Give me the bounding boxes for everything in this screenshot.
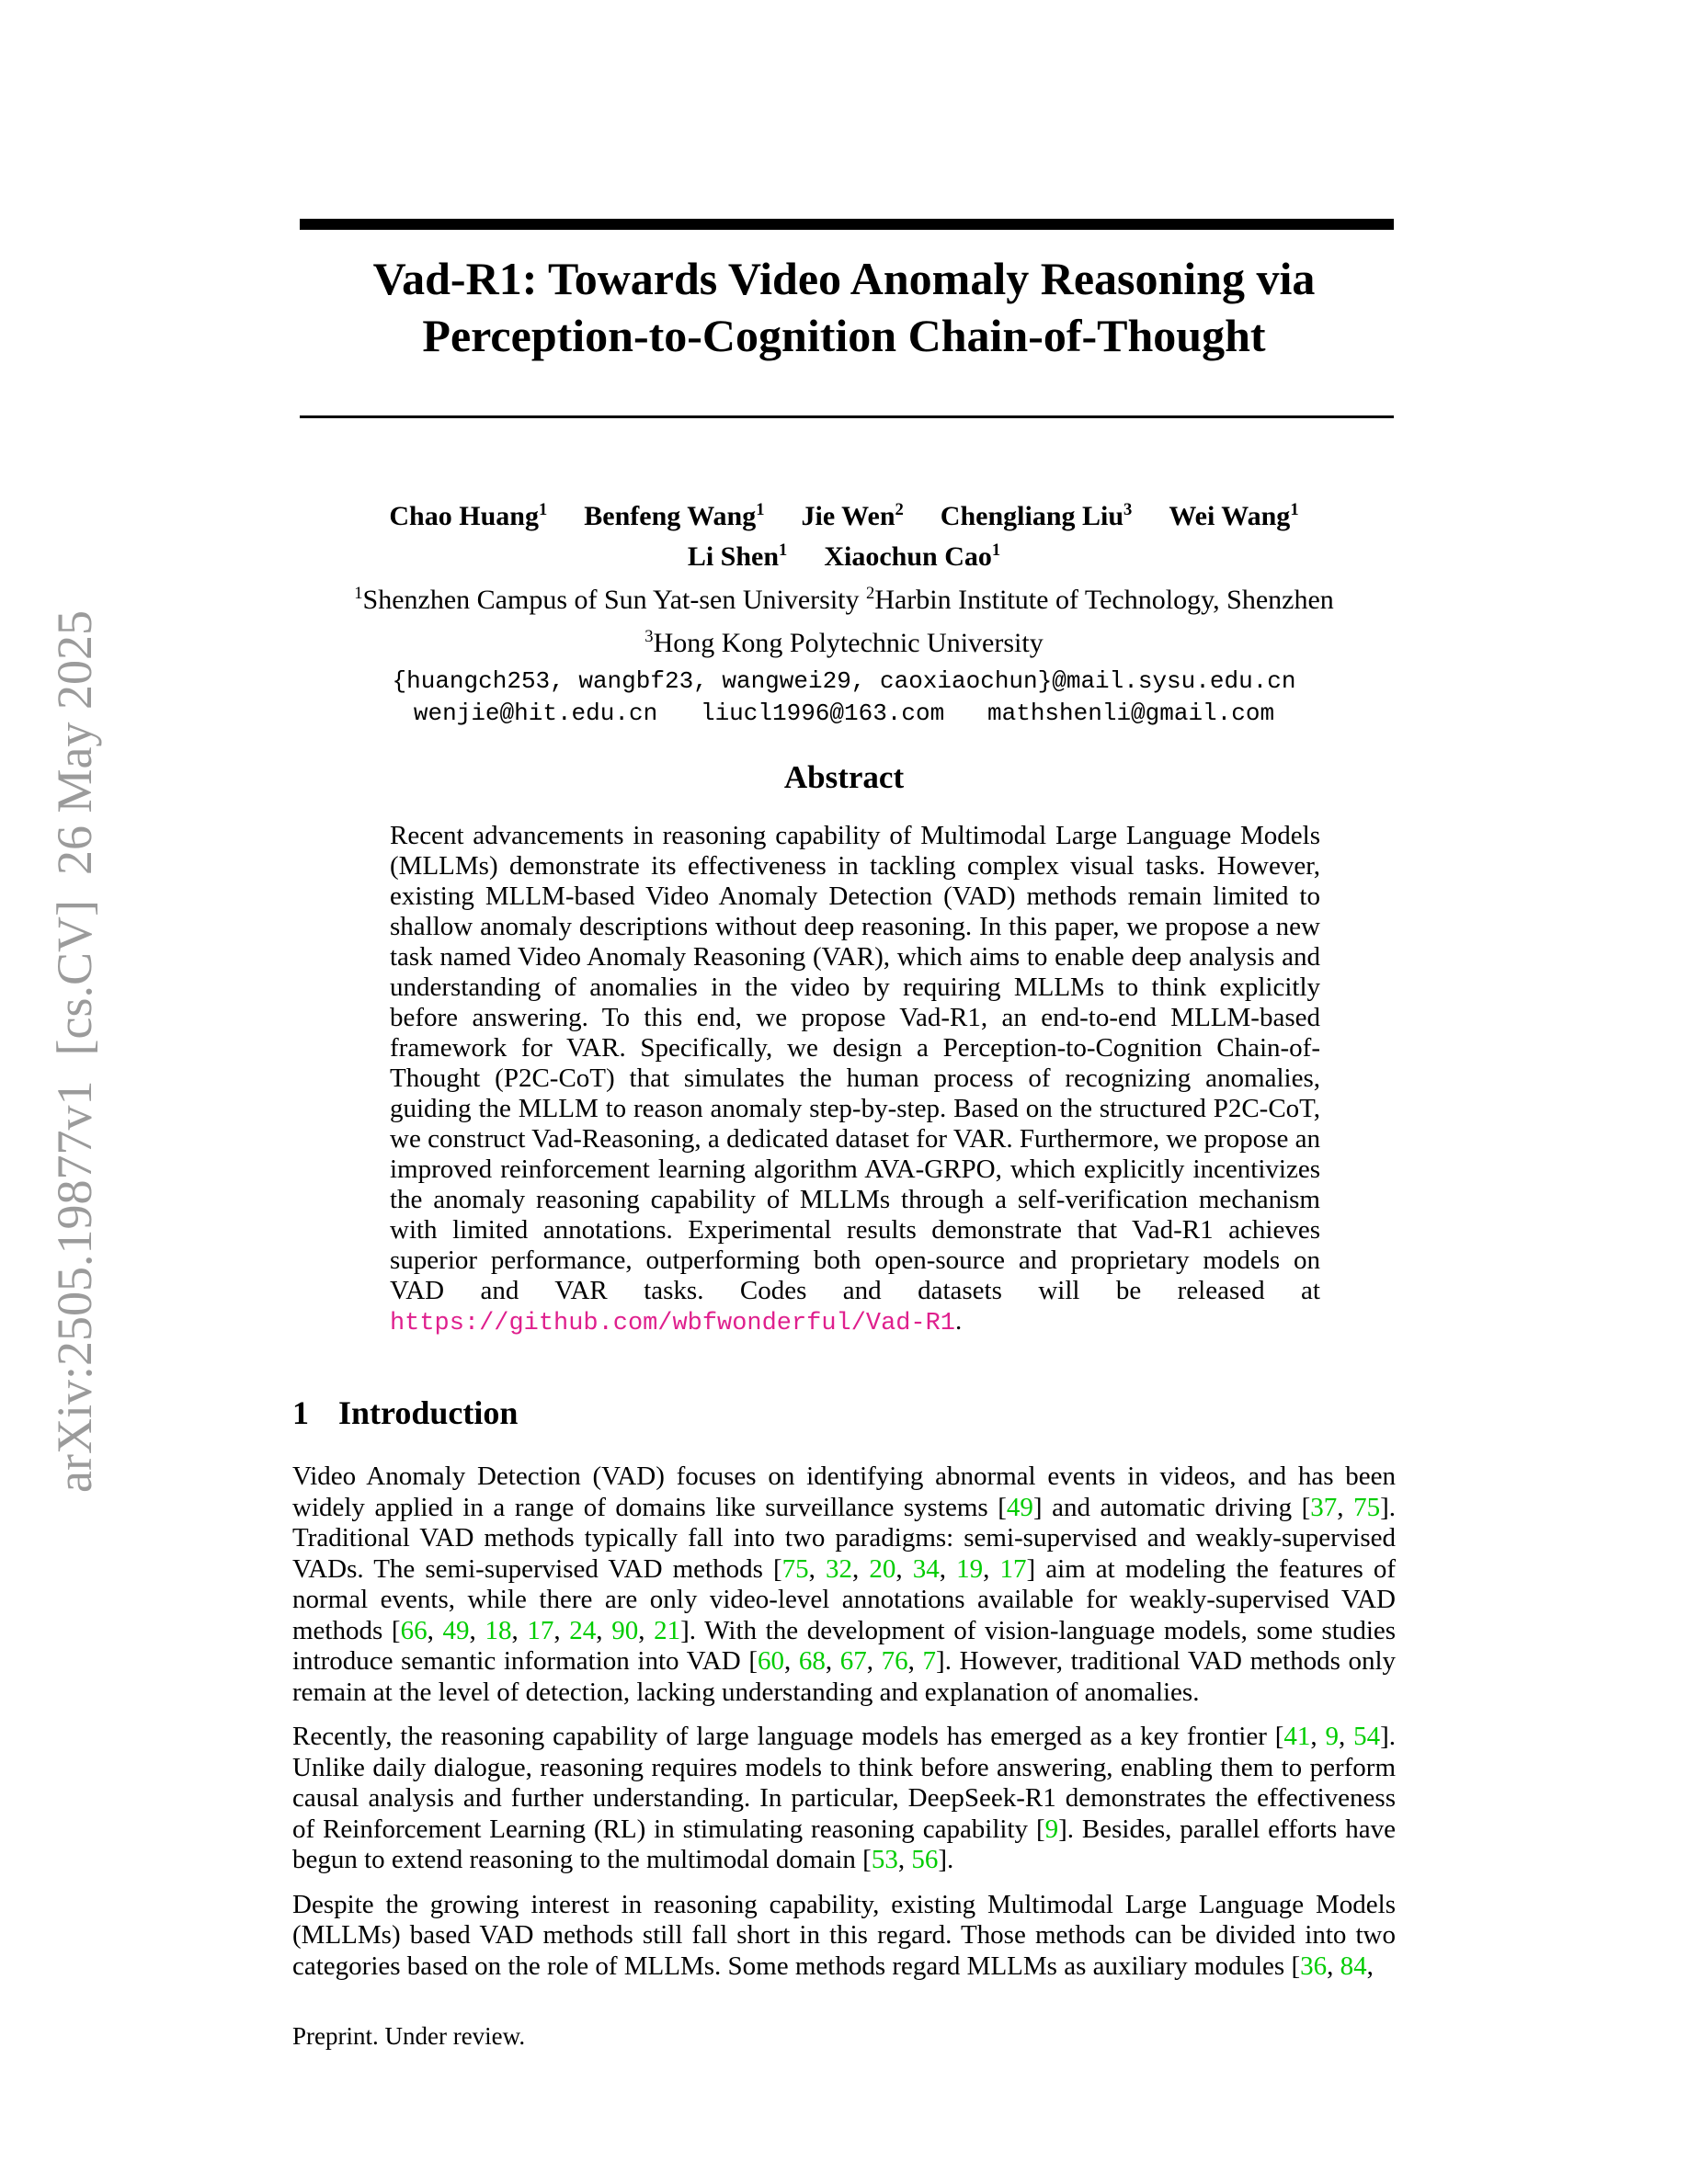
intro-paragraph-1: [292, 1462, 1396, 1708]
citation-link[interactable]: 21: [654, 1615, 681, 1645]
citation-link[interactable]: 56: [911, 1845, 939, 1874]
github-url-link[interactable]: https://github.com/wbfwonderful/Vad-R1: [390, 1310, 955, 1337]
author-name: Chao Huang$^1$: [389, 500, 548, 531]
citation-link[interactable]: 34: [912, 1553, 940, 1584]
citation-link[interactable]: 67: [839, 1646, 867, 1676]
citation-link[interactable]: 49: [1006, 1492, 1033, 1522]
citation-link[interactable]: 75: [1353, 1492, 1381, 1522]
text-segment: ]. However, traditional VAD methods only remain at the level of detection, lacking understanding and explanation of anomalies.: [292, 1646, 1397, 1707]
email-line-1: {huangch253, wangbf23, wangwei29, caoxiaochun}@mail.sysu.edu.cn: [392, 667, 1296, 695]
citation-link[interactable]: 9: [1044, 1814, 1059, 1844]
citation-link[interactable]: 20: [869, 1553, 896, 1584]
text-segment: Recently, the reasoning capability of large language models has emerged as a key frontier [: [292, 1722, 1284, 1751]
author-row-1: [292, 493, 1396, 533]
citation-link[interactable]: 17: [527, 1615, 554, 1645]
introduction-body: [292, 1462, 1396, 1996]
author-name: Chengliang Liu$^3$: [940, 500, 1133, 531]
text-segment: ,: [1327, 1951, 1340, 1981]
text-segment: Hong Kong Polytechnic University: [653, 628, 1044, 658]
paper-title: [292, 250, 1396, 364]
author-name: Benfeng Wang$^1$: [584, 500, 765, 531]
text-segment: ].: [938, 1845, 954, 1874]
paper-title-line1: Vad-R1: Towards Video Anomaly Reasoning via: [372, 253, 1316, 304]
text-segment: ,: [895, 1553, 913, 1584]
text-segment: ,: [427, 1615, 443, 1645]
text-segment: ,: [469, 1615, 485, 1645]
text-segment: ,: [783, 1646, 799, 1676]
text-segment: ,: [1310, 1722, 1326, 1751]
text-segment: 1: [354, 584, 363, 603]
text-segment: ,: [1366, 1951, 1374, 1981]
citation-link[interactable]: 66: [400, 1615, 428, 1645]
title-rule-bottom: [300, 415, 1394, 418]
text-segment: Despite the growing interest in reasoning capability, existing Multimodal Large Language Models (MLLMs) based VAD methods still fall short in this regard. Those methods can be divided into two categories based on the role of MLLMs. Some methods regard MLLMs as auxiliary modules [: [292, 1889, 1396, 1981]
text-segment: ]. With the development of vision-language models, some studies introduce semantic information into VAD [: [292, 1615, 1397, 1676]
citation-link[interactable]: 75: [781, 1553, 809, 1584]
affiliation-line-1: [292, 576, 1396, 617]
citation-link[interactable]: 76: [881, 1646, 908, 1676]
citation-link[interactable]: 54: [1353, 1722, 1381, 1751]
text-segment: ,: [825, 1646, 840, 1676]
text-segment: ] and automatic driving [: [1032, 1492, 1311, 1522]
text-segment: ]. Traditional VAD methods typically fall into two paradigms: semi-supervised and weakly-supervised VADs. The semi-supervised VAD methods [: [292, 1492, 1396, 1584]
citation-link[interactable]: 32: [826, 1553, 853, 1584]
abstract-body: [390, 821, 1320, 1339]
paper-title-line2: Perception-to-Cognition Chain-of-Thought: [422, 310, 1266, 361]
section-title: Introduction: [338, 1394, 519, 1431]
text-segment: ,: [553, 1615, 570, 1645]
citation-link[interactable]: 68: [798, 1646, 826, 1676]
author-name: Li Shen$^1$: [687, 540, 788, 572]
citation-link[interactable]: 41: [1283, 1722, 1311, 1751]
text-segment: ,: [897, 1845, 912, 1874]
citation-link[interactable]: 49: [442, 1615, 470, 1645]
title-rule-top: [300, 219, 1394, 230]
author-row-2: [292, 533, 1396, 574]
text-segment: 2: [866, 584, 875, 603]
preprint-footnote: Preprint. Under review.: [292, 2022, 526, 2050]
author-name: Wei Wang$^1$: [1169, 500, 1299, 531]
text-segment: 3: [644, 627, 654, 646]
authors-block: [292, 493, 1396, 730]
text-segment: ,: [1337, 1492, 1354, 1522]
intro-paragraph-3: [292, 1890, 1396, 1983]
citation-link[interactable]: 37: [1310, 1492, 1338, 1522]
citation-link[interactable]: 24: [569, 1615, 597, 1645]
text-segment: .: [955, 1306, 963, 1336]
citation-link[interactable]: 84: [1340, 1951, 1367, 1981]
author-name: Jie Wen$^2$: [801, 500, 904, 531]
citation-link[interactable]: 18: [485, 1615, 512, 1645]
citation-link[interactable]: 17: [999, 1553, 1027, 1584]
text-segment: ,: [866, 1646, 882, 1676]
text-segment: ,: [596, 1615, 612, 1645]
citation-link[interactable]: 60: [757, 1646, 784, 1676]
text-segment: ,: [1338, 1722, 1354, 1751]
text-segment: ,: [808, 1553, 827, 1584]
text-segment: ]. Unlike daily dialogue, reasoning requires models to think before answering, enabling them to perform causal analysis and further understanding. In particular, DeepSeek-R1 demonstrates the effectiveness of Reinforcement Learning (RL) in stimulating reasoning capability [: [292, 1722, 1397, 1844]
text-segment: ,: [511, 1615, 528, 1645]
text-segment: ]. Besides, parallel efforts have begun to extend reasoning to the multimodal domain [: [292, 1814, 1396, 1874]
citation-link[interactable]: 9: [1325, 1722, 1339, 1751]
affiliation-line-2: [292, 620, 1396, 660]
citation-link[interactable]: 36: [1300, 1951, 1328, 1981]
text-segment: ,: [983, 1553, 1000, 1584]
citation-link[interactable]: 90: [611, 1615, 639, 1645]
text-segment: ] aim at modeling the features of normal events, while there are only video-level annotations available for weakly-supervised VAD methods [: [292, 1553, 1397, 1645]
text-segment: ,: [852, 1553, 870, 1584]
text-segment: ,: [638, 1615, 655, 1645]
text-segment: ,: [939, 1553, 957, 1584]
text-segment: Harbin Institute of Technology, Shenzhen: [874, 585, 1334, 615]
author-name: Xiaochun Cao$^1$: [824, 540, 1001, 572]
email-line-2: wenjie@hit.edu.cn liucl1996@163.com mathshenli@gmail.com: [413, 700, 1275, 727]
text-segment: Video Anomaly Detection (VAD) focuses on identifying abnormal events in videos, and has been widely applied in a range of domains like surveillance systems [: [292, 1462, 1396, 1522]
citation-link[interactable]: 53: [871, 1845, 898, 1874]
section-heading-introduction: [292, 1393, 1396, 1432]
text-segment: ,: [907, 1646, 923, 1676]
abstract-heading: Abstract: [783, 759, 905, 795]
arxiv-watermark: arXiv:2505.19877v1 [cs.CV] 26 May 2025: [47, 610, 102, 1493]
text-segment: Recent advancements in reasoning capability of Multimodal Large Language Models (MLLMs) demonstrate its effectiveness in tackling complex visual tasks. However, existing MLLM-based Video Anomaly Detection (VAD) methods remain limited to shallow anomaly descriptions without deep reasoning. In this paper, we propose a new task named Video Anomaly Reasoning (VAR), which aims to enable deep analysis and understanding of anomalies in the video by requiring MLLMs to think explicitly before answering. To this end, we propose Vad-R1, an end-to-end MLLM-based framework for VAR. Specifically, we design a Perception-to-Cognition Chain-of-Thought (P2C-CoT) that simulates the human process of recognizing anomalies, guiding the MLLM to reason anomaly step-by-step. Based on the structured P2C-CoT, we construct Vad-Reasoning, a dedicated dataset for VAR. Furthermore, we propose an improved reinforcement learning algorithm AVA-GRPO, which explicitly incentivizes the anomaly reasoning capability of MLLMs through a self-verification mechanism with limited annotations. Experimental results demonstrate that Vad-R1 achieves superior performance, outperforming both open-source and proprietary models on VAD and VAR tasks. Codes and datasets will be released at: [390, 821, 1320, 1305]
text-segment: Shenzhen Campus of Sun Yat-sen University: [362, 585, 867, 615]
section-number: 1: [292, 1394, 309, 1431]
citation-link[interactable]: 7: [922, 1646, 937, 1676]
intro-paragraph-2: [292, 1722, 1396, 1876]
citation-link[interactable]: 19: [956, 1553, 984, 1584]
